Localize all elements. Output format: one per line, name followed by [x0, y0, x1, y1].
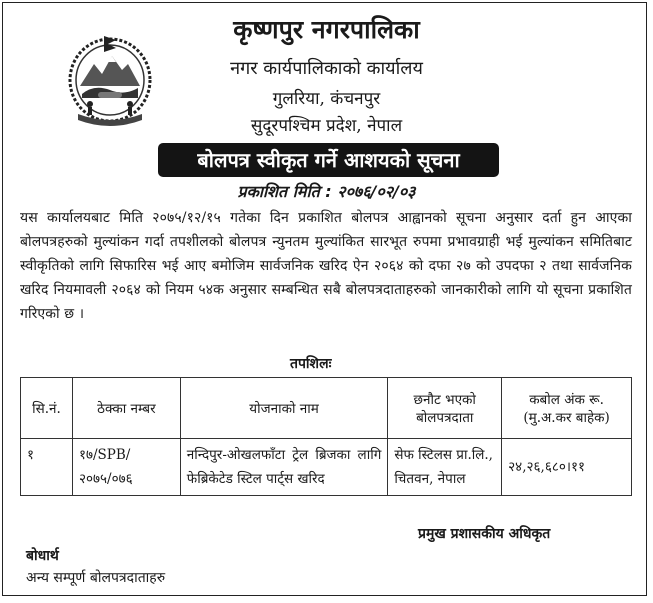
col-header-project: योजनाको नाम: [180, 378, 388, 439]
office-province: सुदूरपश्चिम प्रदेश, नेपाल: [250, 116, 403, 136]
col-header-contract: ठेक्का नम्बर: [72, 378, 180, 439]
notice-body: यस कार्यालयबाट मिति २०७५/१२/१५ गतेका दिन प्रकाशित बोलपत्र आह्वानको सूचना अनुसार दर्ता हुन आएका बोलपत्रहरुको मुल्यांकन गर्दा तपशीलको बोलपत्र न्युनतम मुल्यांकित सारभूत रुपमा प्रभावग्राही भई मुल्यांकन समितिबाट स्वीकृतिको लागि सिफारिस भई आए बमोजिम सार्वजनिक खरिद ऐन २०६४ को दफा २७ को उपदफा २ तथा सार्वजनिक खरिद नियमावली २०६४ को नियम ५४क अनुसार सम्बन्धित सबै बोलपत्रदाताहरुको जानकारीको लागि यो सूचना प्रकाशित गरिएको छ ।: [20, 210, 632, 322]
fyi-recipients: अन्य सम्पूर्ण बोलपत्रदाताहरु: [26, 570, 166, 586]
table-row: [21, 439, 632, 496]
cell-contract: १७/SPB/ २०७५/०७६: [72, 439, 180, 496]
details-table: [20, 377, 632, 496]
cell-amount: २४,२६,६८०।११: [502, 439, 632, 496]
signatory: प्रमुख प्रशासकीय अधिकृत: [418, 526, 551, 542]
org-name: कृष्णपुर नगरपालिका: [233, 15, 420, 44]
office-place: गुलरिया, कंचनपुर: [272, 89, 381, 109]
office-name: नगर कार्यपालिकाको कार्यालय: [230, 58, 423, 79]
table-header-row: [21, 378, 632, 439]
col-header-bidder: छनौट भएको बोलपत्रदाता: [388, 378, 502, 439]
published-date: प्रकाशित मिति : २०७६/०२/०३: [237, 182, 416, 201]
fyi-label: बोधार्थ: [26, 548, 59, 564]
cell-project: नन्दिपुर-ओखलफाँटा ट्रेल ब्रिजका लागि फेब्रिकेटेड स्टिल पार्ट्स खरिद: [180, 439, 388, 496]
table-caption: तपशिलः: [290, 356, 332, 372]
cell-bidder: सेफ स्टिलस प्रा.लि., चितवन, नेपाल: [388, 439, 502, 496]
col-header-amount: कबोल अंक रू. (मु.अ.कर बाहेक): [502, 378, 632, 439]
notice-title: बोलपत्र स्वीकृत गर्ने आशयको सूचना: [158, 143, 499, 177]
col-header-sn: सि.नं.: [21, 378, 73, 439]
cell-sn: १: [21, 439, 73, 496]
